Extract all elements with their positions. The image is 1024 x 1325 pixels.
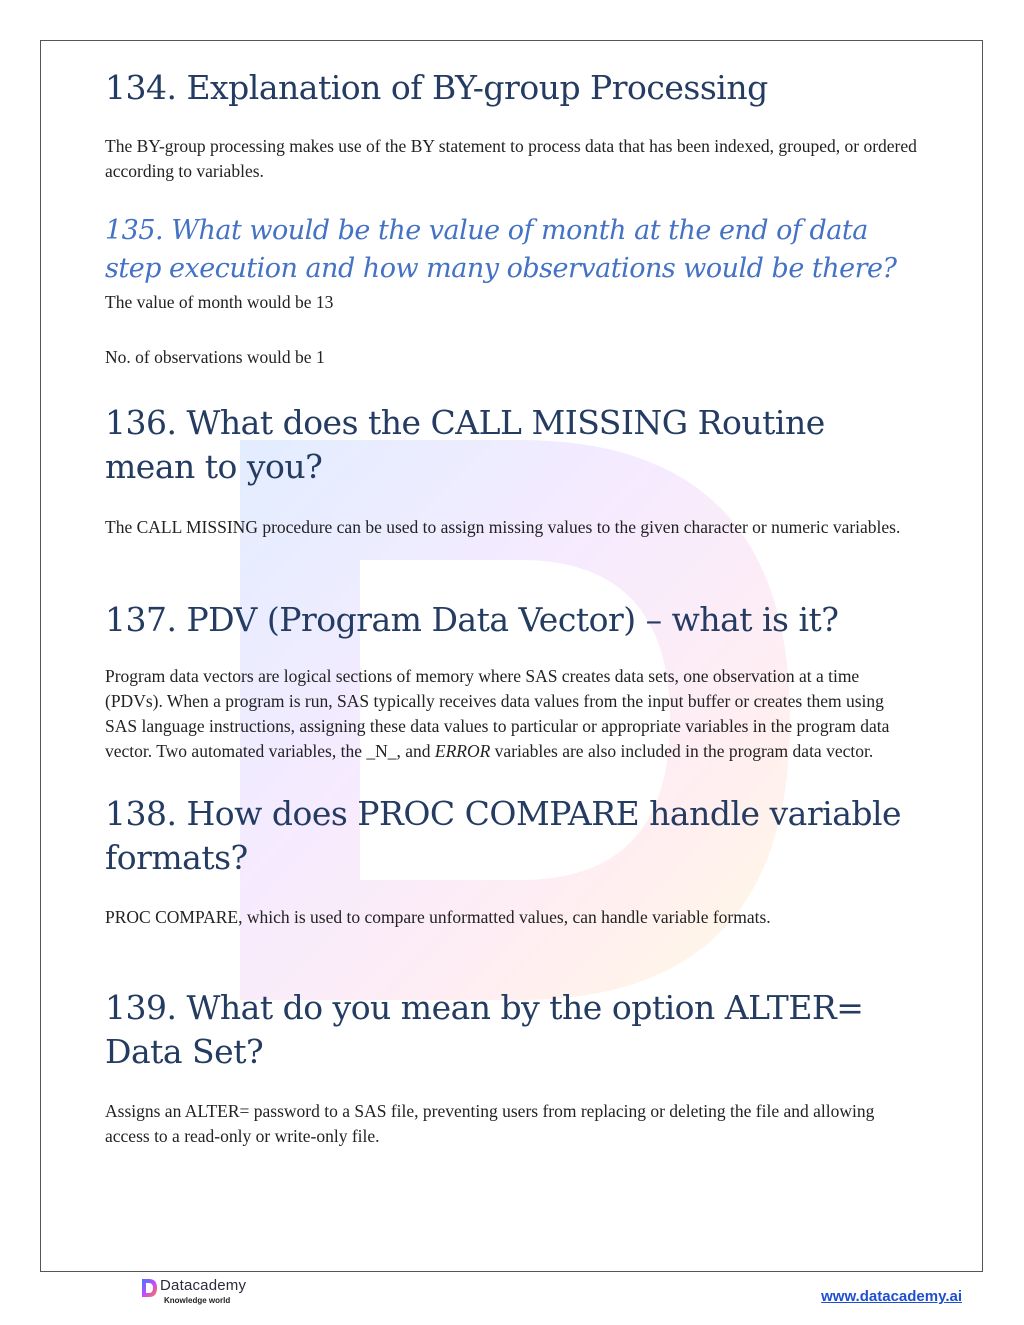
section-139 xyxy=(105,986,920,1074)
logo-name: Datacademy xyxy=(160,1277,247,1294)
heading-138: 138. How does PROC COMPARE handle variable formats? xyxy=(105,794,902,877)
heading-134: 134. Explanation of BY-group Processing xyxy=(105,68,768,107)
logo-tagline: Knowledge world xyxy=(164,1296,231,1305)
body-137-part-a: Program data vectors are logical sections of memory where SAS creates data sets, one observation at a time (PDVs). When a program is run, SAS typically receives data values from the input buffer or creates them using SAS language instructions, assigning these data values to particular or appropriate variables in the program data vector. Two automated variables, the _N_, and xyxy=(105,666,890,761)
body-138: PROC COMPARE, which is used to compare unformatted values, can handle variable formats. xyxy=(105,907,771,927)
body-137 xyxy=(105,664,920,764)
body-139: Assigns an ALTER= password to a SAS file, preventing users from replacing or deleting the file and allowing access to a read-only or write-only file. xyxy=(105,1101,875,1146)
section-135 xyxy=(105,212,920,288)
heading-136: 136. What does the CALL MISSING Routine mean to you? xyxy=(105,403,825,486)
heading-137: 137. PDV (Program Data Vector) – what is it? xyxy=(105,600,839,639)
body-136: The CALL MISSING procedure can be used to assign missing values to the given character or numeric variables. xyxy=(105,517,901,537)
section-136 xyxy=(105,401,920,489)
section-134 xyxy=(105,66,920,110)
section-137 xyxy=(105,598,920,642)
heading-139: 139. What do you mean by the option ALTER= Data Set? xyxy=(105,988,864,1071)
body-135-observations: No. of observations would be 1 xyxy=(105,347,325,367)
body-134: The BY-group processing makes use of the BY statement to process data that has been indexed, grouped, or ordered according to variables. xyxy=(105,136,917,181)
heading-135: 135. What would be the value of month at the end of data step execution and how many observations would be there? xyxy=(105,215,897,284)
body-135-value: The value of month would be 13 xyxy=(105,292,334,312)
body-137-error-term: ERROR xyxy=(434,741,491,761)
datacademy-logo-icon xyxy=(140,1277,158,1299)
footer-website-link[interactable]: www.datacademy.ai xyxy=(821,1288,962,1305)
section-138 xyxy=(105,792,920,880)
body-137-part-b: variables are also included in the program data vector. xyxy=(490,741,874,761)
